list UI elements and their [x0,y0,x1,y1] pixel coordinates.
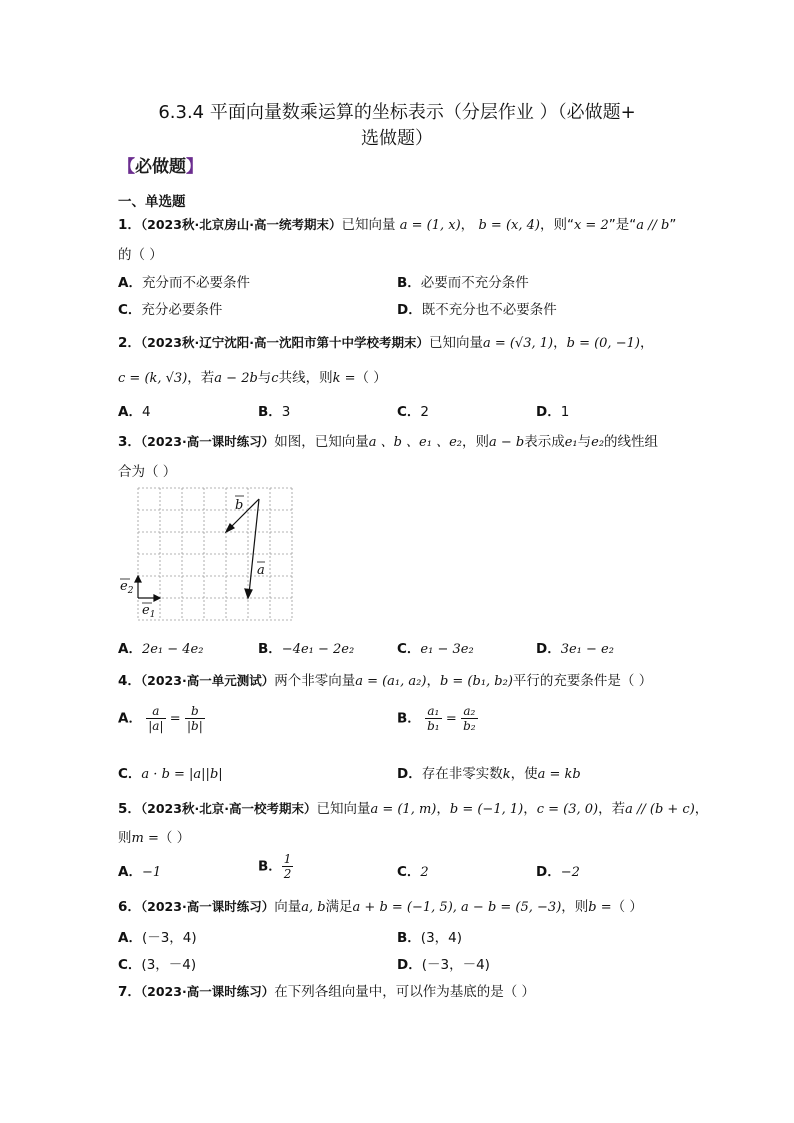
q2-option-a[interactable] [118,400,151,420]
q1-option-c[interactable] [118,298,222,318]
stem-text: ，若 [187,370,215,386]
math-vectors: a 、b 、e₁ 、e₂ [368,435,462,450]
stem-text: ， [460,217,475,233]
stem-text: ， [523,801,537,817]
math-b: b = [588,900,612,915]
section-text: 必做题 [135,157,186,177]
option-label: B． [258,858,282,875]
option-label: C． [397,641,421,657]
question-2-stem [118,331,653,351]
math-b: b = (−1, 1) [449,802,524,817]
q3-option-b[interactable] [258,637,354,657]
label-e1-letter: e [142,603,150,618]
math-b: b = (x, 4) [478,218,540,233]
option-label: A． [118,864,142,880]
question-7-stem [118,980,535,1000]
math-expr: a = kb [537,767,581,782]
stem-text: ， [436,801,450,817]
question-2-cont [118,366,387,386]
stem-text: ，则“ [539,217,574,233]
frac-num: a₂ [461,704,478,719]
math-k: k [502,767,511,782]
option-text: 存在非零实数 [421,766,503,782]
stem-text: 已知向量 [341,217,396,233]
stem-text: 在下列各组向量中，可以作为基底的是（ ） [274,984,535,1000]
option-label: D． [536,641,561,657]
question-5-cont [118,826,190,846]
frac-den: |b| [187,719,203,733]
option-label: C． [397,864,421,880]
stem-text: 平行的充要条件是（ ） [512,673,653,689]
vector-b [228,499,259,530]
stem-text: ， [426,673,440,689]
option-label: D． [536,864,561,880]
math-c-sym: c [271,371,279,386]
option-text: −2 [560,865,580,880]
equals: = [169,711,181,727]
math-relation: a // b [636,218,670,233]
option-label: A． [118,710,142,727]
question-source: （2023·高一课时练习） [140,434,275,449]
stem-text: ，则 [461,434,489,450]
equals: = [445,711,457,727]
question-5-stem [118,797,708,817]
option-label: A． [118,930,142,946]
frac-num: a [146,704,165,719]
q5-option-a[interactable] [118,860,161,880]
stem-text: ，则 [561,899,589,915]
math-e2: e₂ [591,435,605,450]
option-text: 1 [560,404,570,420]
option-text: 2 [420,404,430,420]
option-text: 2e₁ − 4e₂ [141,642,204,657]
fraction [146,704,165,733]
option-label: D． [397,957,422,973]
option-label: D． [397,302,422,318]
math-b: b = (0, −1) [566,336,640,351]
option-text: 既不充分也不必要条件 [421,302,557,318]
question-number: 6． [118,899,141,915]
question-1-stem [118,213,676,233]
q3-option-c[interactable] [397,637,474,657]
stem-text: ，若 [598,801,626,817]
label-e2-letter: e [120,579,128,594]
option-label: B． [397,710,421,727]
frac-num: 1 [283,852,292,866]
option-label: B． [258,404,282,420]
q4-option-d[interactable] [397,762,581,782]
stem-text: （ ） [158,830,191,846]
option-text: −4e₁ − 2e₂ [281,642,355,657]
q5-option-d[interactable] [536,860,580,880]
vector-a-arrowhead [245,589,252,598]
grid-lines [138,488,292,620]
q4-option-c[interactable] [118,762,223,782]
label-e1-sub: 1 [149,610,156,620]
vector-a [249,499,259,594]
math-m: m = [131,831,159,846]
q3-option-a[interactable] [118,637,203,657]
stem-text: （ ） [355,370,387,386]
q5-option-c[interactable] [397,860,429,880]
stem-text: ” [669,217,677,233]
stem-text: ， [639,335,654,351]
option-label: C． [118,766,142,782]
option-label: B． [397,930,421,946]
question-source: （2023秋·北京房山·高一统考期末） [140,217,342,232]
stem-text: ”是“ [608,217,637,233]
math-a: a = (a₁, a₂) [355,674,427,689]
stem-text: 的线性组 [604,434,659,450]
stem-text: 共线，则 [278,370,333,386]
math-expr: a − b [488,435,525,450]
question-source: （2023秋·北京·高一校考期末） [140,801,317,816]
stem-text: ， [694,801,709,817]
label-b: b [235,498,244,513]
fraction [282,852,294,881]
q6-option-b[interactable] [397,926,462,946]
bracket-close: 】 [186,157,203,177]
label-e2 [120,579,134,596]
option-label: B． [258,641,282,657]
math-equations: a + b = (−1, 5), a − b = (5, −3) [352,900,562,915]
frac-den: b₁ [427,719,440,733]
math-k: k = [332,371,356,386]
question-source: （2023·高一课时练习） [140,899,275,914]
question-3-cont: 合为（ ） [118,464,177,480]
q5-option-b[interactable] [258,852,293,881]
math-a: a = (1, m) [370,802,437,817]
option-text: 充分必要条件 [141,302,223,318]
stem-text: 与 [257,370,272,386]
option-text: 3e₁ − e₂ [560,642,614,657]
option-label: B． [397,275,421,291]
question-source: （2023·高一单元测试） [140,673,275,688]
option-text: ，使 [510,766,538,782]
option-text: 2 [420,865,429,880]
option-text: 4 [141,404,151,420]
option-label: D． [536,404,561,420]
q6-option-c[interactable] [118,953,196,973]
q4-option-b[interactable] [397,704,478,733]
option-label: A． [118,641,142,657]
question-number: 2． [118,335,141,351]
option-text: a · b = |a||b| [141,767,223,782]
stem-text: ， [553,335,567,351]
math-a: a = (√3, 1) [482,336,554,351]
stem-text: 表示成 [524,434,565,450]
option-label: D． [397,766,422,782]
stem-text: 两个非零向量 [274,673,356,689]
frac-num: a₁ [425,704,442,719]
math-condition: x = 2 [573,218,609,233]
stem-text: 已知向量 [316,801,371,817]
title-line-2: 选做题） [361,128,433,149]
frac-den: |a| [148,719,164,733]
q2-option-c[interactable] [397,400,429,420]
stem-text: 向量 [274,899,302,915]
option-text: 充分而不必要条件 [141,275,250,291]
question-6-stem [118,895,643,915]
frac-den: b₂ [463,719,476,733]
q1-option-b[interactable] [397,271,529,291]
question-3-stem [118,430,658,450]
label-a: a [257,563,265,578]
option-text: 3 [281,404,291,420]
math-relation: a // (b + c) [625,802,695,817]
question-source: （2023·高一课时练习） [140,984,275,999]
bracket-open: 【 [118,157,135,177]
question-number: 3． [118,434,141,450]
option-label: C． [118,302,142,318]
option-text: −1 [141,865,162,880]
q1-option-d[interactable] [397,298,557,318]
q4-option-a[interactable] [118,704,205,733]
math-expr: a − 2b [214,371,258,386]
math-a: a = (1, x) [399,218,461,233]
stem-text: 与 [577,434,592,450]
fraction [185,704,205,733]
option-text: (－3，4) [141,930,197,946]
label-e1 [142,603,155,620]
option-text: e₁ − 3e₂ [420,642,474,657]
q2-option-b[interactable] [258,400,290,420]
question-number: 5． [118,801,141,817]
stem-text: 如图，已知向量 [274,434,369,450]
math-e1: e₁ [564,435,578,450]
stem-text: 满足 [325,899,353,915]
math-ab: a, b [301,900,326,915]
stem-text: （ ） [611,899,643,915]
option-text: 必要而不充分条件 [420,275,529,291]
question-number: 4． [118,673,141,689]
stem-text: 则 [118,830,132,846]
question-source: （2023秋·辽宁沈阳·高一沈阳市第十中学校考期末） [140,335,429,350]
question-number: 1． [118,217,141,233]
option-label: A． [118,275,142,291]
page-title [110,100,684,152]
q2-option-d[interactable] [536,400,569,420]
option-text: (3，－4) [141,957,197,973]
question-4-stem [118,669,652,689]
frac-den: 2 [283,867,292,881]
vector-e1-arrowhead [154,595,160,601]
math-c: c = (k, √3) [118,371,188,386]
q6-option-a[interactable] [118,926,197,946]
question-1-cont: 的（ ） [118,247,163,263]
q3-option-d[interactable] [536,637,614,657]
math-b: b = (b₁, b₂) [439,674,513,689]
frac-num: b [185,704,205,719]
q1-option-a[interactable] [118,271,250,291]
label-e2-sub: 2 [127,586,134,596]
fraction [425,704,442,733]
option-text: (3，4) [420,930,463,946]
part-heading: 一、单选题 [118,194,186,210]
q6-option-d[interactable] [397,953,490,973]
section-tag [118,152,203,177]
option-text: (－3，－4) [421,957,490,973]
math-c: c = (3, 0) [536,802,599,817]
option-label: A． [118,404,142,420]
title-line-1: 6.3.4 平面向量数乘运算的坐标表示（分层作业 ）（必做题+ [158,102,636,123]
fraction [461,704,478,733]
vector-grid-figure [118,486,298,622]
stem-text: 已知向量 [428,335,483,351]
vector-e2-arrowhead [135,576,141,582]
question-number: 7． [118,984,141,1000]
option-label: C． [397,404,421,420]
option-label: C． [118,957,142,973]
